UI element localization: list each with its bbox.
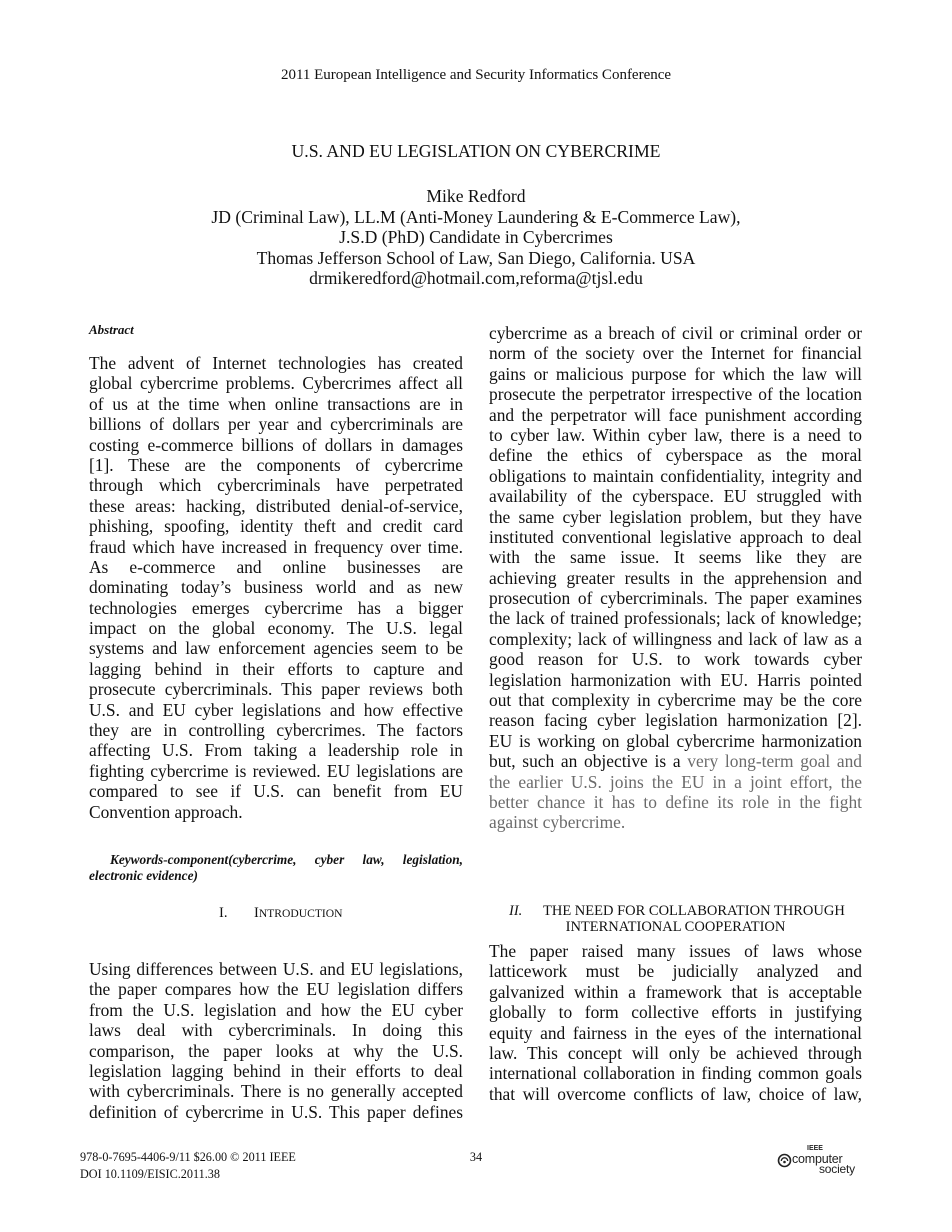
abstract-line: The advent of Internet technologies has created xyxy=(89,353,463,373)
faded-line: better chance it has to define its role in the fight xyxy=(489,791,862,812)
abstract-line: global cybercrime problems. Cybercrimes affect all xyxy=(89,373,463,394)
abstract-line: fraud which have increased in frequency over time. xyxy=(89,536,463,557)
continued-text-segment: but, such an objective is a xyxy=(489,751,681,772)
continued-line: out that complexity in cybercrime may be the core xyxy=(489,690,862,711)
continued-line: complexity; lack of willingness and lack of law as a xyxy=(489,628,862,649)
page-number: 34 xyxy=(469,1150,483,1164)
continued-line: with the same issue. It seems like they are xyxy=(489,547,862,568)
continued-line: obligations to maintain confidentiality, integrity and xyxy=(489,465,862,486)
keywords xyxy=(89,852,463,884)
section-title-line: INTERNATIONAL COOPERATION xyxy=(565,919,786,935)
ieee-computer-society-logo xyxy=(776,1144,860,1178)
author-credentials: JD (Criminal Law), LL.M (Anti-Money Laundering & E-Commerce Law), xyxy=(211,206,741,227)
logo-text-ieee: IEEE xyxy=(807,1145,823,1152)
continued-line: prosecute the perpetrator irrespective of the location xyxy=(489,384,862,405)
faded-lines xyxy=(489,772,862,833)
continued-line: the same cyber legislation problem, but they have xyxy=(489,506,862,527)
continued-lines xyxy=(489,323,862,751)
section-2-heading xyxy=(509,903,845,919)
abstract-line: phishing, spoofing, identity theft and credit card xyxy=(89,516,463,537)
author-block xyxy=(0,186,952,289)
abstract-line: costing e-commerce billions of dollars in damages xyxy=(89,434,463,455)
collaboration-line: globally to form collective efforts in justifying xyxy=(489,1002,862,1023)
faded-line: the earlier U.S. joins the EU in a joint effort, the xyxy=(489,771,862,792)
continued-line: availability of the cyberspace. EU struggled with xyxy=(489,486,862,507)
collaboration-line: equity and fairness in the eyes of the international xyxy=(489,1022,862,1043)
author-affiliation: Thomas Jefferson School of Law, San Diego, California. USA xyxy=(256,247,696,268)
introduction-text xyxy=(89,959,463,1122)
continued-line: define the ethics of cyberspace as the moral xyxy=(489,445,862,466)
abstract-line: [1]. These are the components of cybercrime xyxy=(89,454,463,475)
logo-text-computer: computer xyxy=(792,1151,843,1166)
abstract-text xyxy=(89,353,463,822)
abstract-line: fighting cybercrime is reviewed. EU legislations are xyxy=(89,760,463,781)
abstract-line: through which cybercriminals have perpetrated xyxy=(89,475,463,496)
abstract-line: technologies emerges cybercrime has a bigger xyxy=(89,597,463,618)
abstract-line: U.S. and EU cyber legislations and how effective xyxy=(89,699,463,720)
abstract-line: systems and law enforcement agencies seem to be xyxy=(89,638,463,659)
collaboration-line: law. This concept will only be achieved through xyxy=(489,1042,862,1063)
section-title-line: THE NEED FOR COLLABORATION THROUGH xyxy=(542,903,845,919)
continued-line: EU is working on global cybercrime harmonization xyxy=(489,730,862,751)
keywords-line: electronic evidence) xyxy=(89,868,198,883)
abstract-line: of us at the time when online transactions are in xyxy=(89,393,463,414)
introduction-line: Using differences between U.S. and EU legislations, xyxy=(89,959,463,979)
abstract-continued-text xyxy=(489,323,862,833)
collaboration-line: international collaboration in finding common goals xyxy=(489,1063,862,1084)
introduction-line: laws deal with cybercriminals. In doing this xyxy=(89,1020,463,1041)
abstract-line: these areas: hacking, distributed denial-of-service, xyxy=(89,495,463,516)
author-email: drmikeredford@hotmail.com,reforma@tjsl.edu xyxy=(309,268,643,288)
introduction-line: definition of cybercrime in U.S. This paper defines xyxy=(89,1101,463,1122)
continued-line: cybercrime as a breach of civil or criminal order or xyxy=(489,323,862,343)
introduction-line: the paper compares how the EU legislation differs xyxy=(89,979,463,1000)
continued-line: reason facing cyber legislation harmonization [2]. xyxy=(489,710,862,731)
abstract-line: lagging behind in their efforts to capture and xyxy=(89,658,463,679)
section-number: II. xyxy=(509,903,523,919)
isbn-line: 978-0-7695-4406-9/11 $26.00 © 2011 IEEE xyxy=(80,1150,296,1164)
section-1-heading xyxy=(219,905,343,922)
continued-line-split xyxy=(489,751,862,771)
faded-line: against cybercrime. xyxy=(489,812,626,833)
collaboration-line: The paper raised many issues of laws whose xyxy=(489,941,862,961)
section-number: I. xyxy=(219,905,228,921)
abstract-line: they are in controlling cybercrimes. The factors xyxy=(89,720,463,741)
ieee-computer-society-emblem-icon xyxy=(777,1153,792,1168)
introduction-line: with cybercriminals. There is no generally accepted xyxy=(89,1081,463,1102)
logo-text-society: society xyxy=(819,1161,855,1176)
abstract-line: prosecute cybercriminals. This paper reviews both xyxy=(89,679,463,700)
keywords-line: Keywords-component(cybercrime, cyber law, legislation, xyxy=(110,852,463,867)
abstract-line: dominating today’s business world and as new xyxy=(89,577,463,598)
abstract-line: affecting U.S. From taking a leadership role in xyxy=(89,740,463,761)
doi-line: DOI 10.1109/EISIC.2011.38 xyxy=(80,1167,220,1181)
continued-line: norm of the society over the Internet for financial xyxy=(489,343,862,364)
conference-header: 2011 European Intelligence and Security Informatics Conference xyxy=(280,67,672,83)
abstract-line: billions of dollars per year and cybercriminals are xyxy=(89,414,463,435)
paper-title: U.S. AND EU LEGISLATION ON CYBERCRIME xyxy=(291,141,661,161)
abstract-heading: Abstract xyxy=(89,322,134,337)
author-credentials: J.S.D (PhD) Candidate in Cybercrimes xyxy=(339,227,613,247)
abstract-line: impact on the global economy. The U.S. legal xyxy=(89,618,463,639)
continued-line: the lack of trained professionals; lack of knowledge; xyxy=(489,608,862,629)
collaboration-text xyxy=(489,941,862,1104)
collaboration-line: galvanized within a framework that is acceptable xyxy=(489,981,862,1002)
introduction-line: from the U.S. legislation and how the EU cyber xyxy=(89,999,463,1020)
continued-line: legislation harmonization with EU. Harris pointed xyxy=(489,669,862,690)
continued-line: gains or malicious purpose for which the law will xyxy=(489,363,862,384)
faded-text-segment: very long-term goal and xyxy=(687,751,863,772)
abstract-line: Convention approach. xyxy=(89,801,243,822)
collaboration-line: that will overcome conflicts of law, choice of law, xyxy=(489,1083,862,1104)
collaboration-line: latticework must be judicially analyzed and xyxy=(489,961,862,982)
introduction-line: comparison, the paper looks at why the U.S. xyxy=(89,1040,463,1061)
continued-line: instituted conventional legislative approach to deal xyxy=(489,526,862,547)
continued-line: and the perpetrator will face punishment according xyxy=(489,404,862,425)
abstract-line: As e-commerce and online businesses are xyxy=(89,556,463,577)
continued-line: good reason for U.S. to work towards cyber xyxy=(489,649,862,670)
continued-line: to cyber law. Within cyber law, there is a need to xyxy=(489,424,862,445)
introduction-line: legislation lagging behind in their efforts to deal xyxy=(89,1060,463,1081)
abstract-line: compared to see if U.S. can benefit from EU xyxy=(89,781,463,802)
continued-line: achieving greater results in the apprehension and xyxy=(489,567,862,588)
continued-line: prosecution of cybercriminals. The paper examines xyxy=(489,588,862,609)
author-name: Mike Redford xyxy=(426,186,526,206)
section-title: INTRODUCTION xyxy=(253,905,343,921)
